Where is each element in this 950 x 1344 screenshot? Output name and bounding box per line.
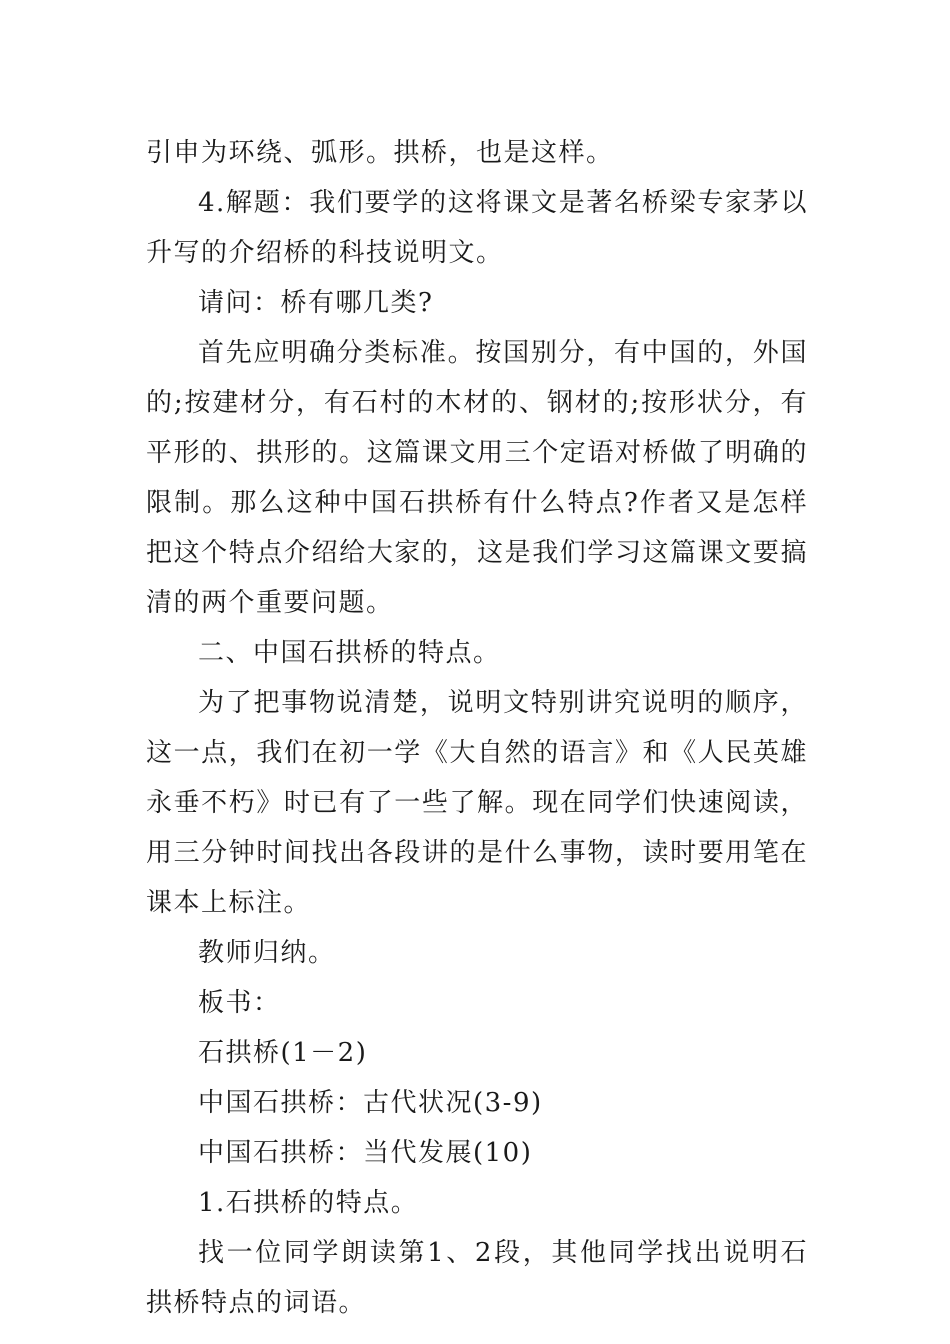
paragraph-teacher-summary: 教师归纳。: [198, 938, 336, 968]
paragraph-reading-instruction: 找一位同学朗读第1、2段，其他同学找出说明石拱桥特点的词语。: [146, 1238, 808, 1318]
blackboard-item-2: 中国石拱桥：古代状况(3-9): [198, 1088, 543, 1118]
paragraph-classification: 首先应明确分类标准。按国别分，有中国的，外国的;按建材分，有石村的木材的、钢材的;按形状分，有平形的、拱形的。这篇课文用三个定语对桥做了明确的限制。那么这种中国石拱桥有什么特点?作者又是怎样把这个特点介绍给大家的，这是我们学习这篇课文要搞清的两个重要问题。: [146, 338, 808, 618]
section-heading: 二、中国石拱桥的特点。: [198, 638, 501, 668]
blackboard-item-3: 中国石拱桥：当代发展(10): [198, 1138, 533, 1168]
paragraph-reading-task: 为了把事物说清楚，说明文特别讲究说明的顺序，这一点，我们在初一学《大自然的语言》和《人民英雄永垂不朽》时已有了一些了解。现在同学们快速阅读，用三分钟时间找出各段讲的是什么事物，读时要用笔在课本上标注。: [146, 688, 808, 918]
paragraph-title-explanation: 4.解题：我们要学的这将课文是著名桥梁专家茅以升写的介绍桥的科技说明文。: [146, 188, 808, 268]
paragraph-question: 请问：桥有哪几类?: [198, 288, 434, 318]
paragraph-continuation: 引申为环绕、弧形。拱桥，也是这样。: [146, 138, 614, 168]
subsection-heading: 1.石拱桥的特点。: [198, 1188, 419, 1218]
document-body: [146, 128, 808, 1328]
blackboard-label: 板书：: [198, 988, 281, 1018]
blackboard-item-1: 石拱桥(1－2): [198, 1038, 368, 1068]
